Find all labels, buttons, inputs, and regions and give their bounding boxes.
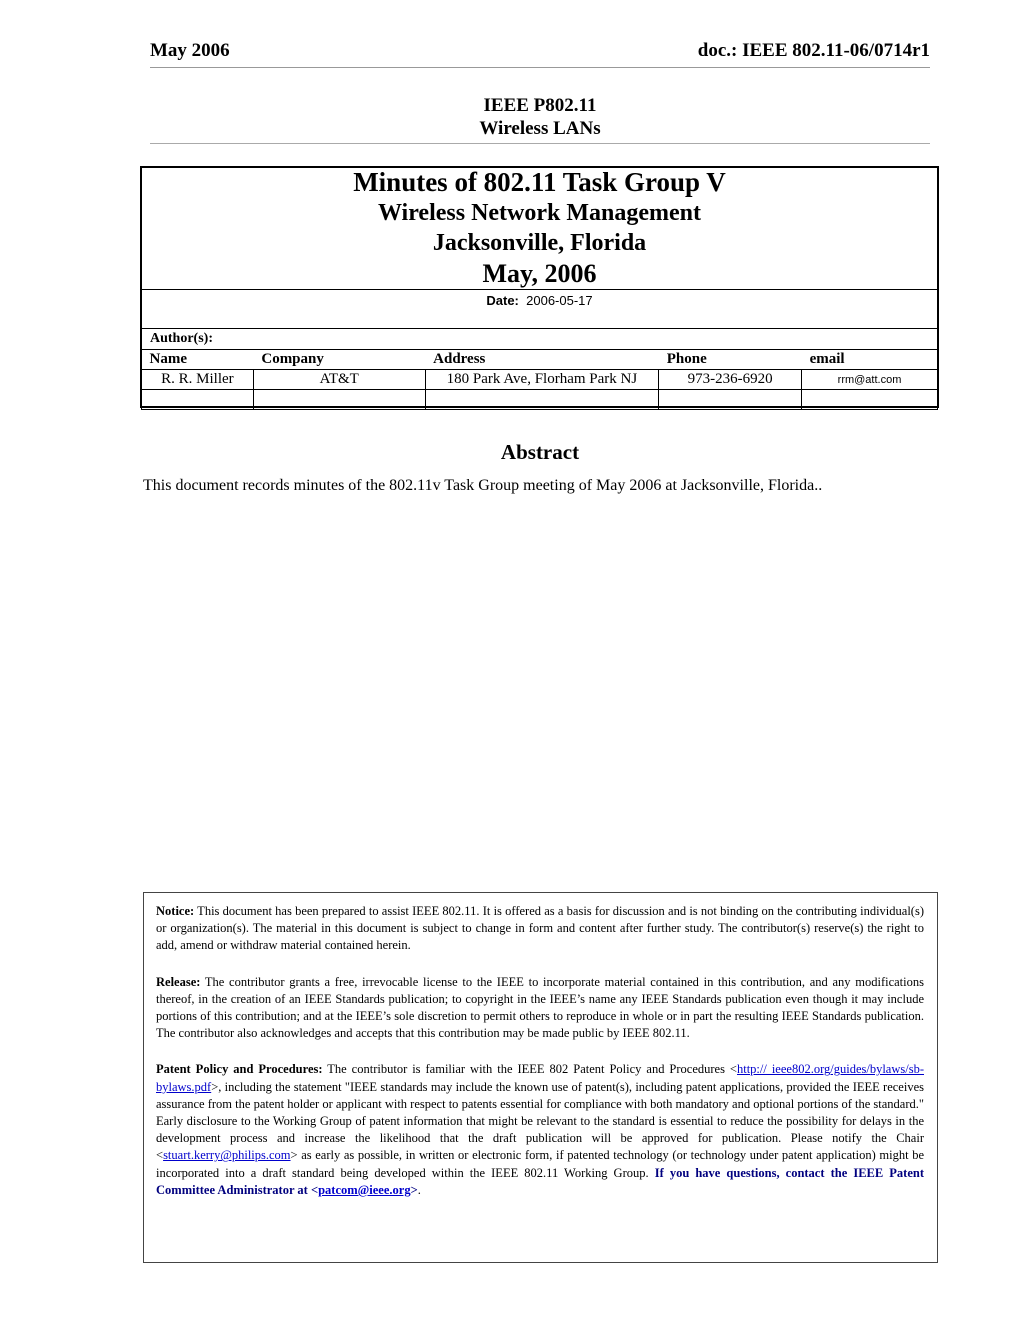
- release-paragraph: [156, 974, 924, 1043]
- standard-line-1: IEEE P802.11: [483, 95, 597, 116]
- col-phone: Phone: [659, 350, 802, 370]
- authors-table: [141, 349, 938, 410]
- notice-content: [156, 903, 924, 1218]
- col-email: email: [802, 350, 938, 370]
- empty-cell: [253, 390, 425, 410]
- title-line-2: Wireless Network Management: [377, 200, 702, 226]
- author-phone: 973-236-6920: [659, 370, 802, 390]
- abstract-heading: Abstract: [500, 440, 580, 464]
- empty-cell: [659, 390, 802, 410]
- author-address: 180 Park Ave, Florham Park NJ: [425, 370, 659, 390]
- empty-cell: [425, 390, 659, 410]
- patent-label: Patent Policy and Procedures:: [156, 1062, 323, 1077]
- empty-cell: [142, 390, 254, 410]
- standard-line-2: Wireless LANs: [479, 118, 601, 139]
- header-date: May 2006: [150, 40, 230, 61]
- patcom-email-link[interactable]: patcom@ieee.org: [318, 1182, 411, 1197]
- release-label: Release:: [156, 974, 201, 989]
- col-address: Address: [425, 350, 659, 370]
- final-period: .: [417, 1182, 421, 1197]
- patent-text-1: The contributor is familiar with the IEEE 802 Patent Policy and Procedures <: [322, 1062, 737, 1077]
- abstract-text: This document records minutes of the 802.11v Task Group meeting of May 2006 at Jacksonville, Florida..: [143, 477, 823, 494]
- author-email: rrm@att.com: [802, 370, 938, 390]
- date-line: [141, 293, 938, 308]
- document-title: [141, 167, 938, 290]
- title-line-3: Jacksonville, Florida: [432, 230, 647, 256]
- header-rule: [150, 67, 930, 68]
- title-divider: [141, 289, 938, 290]
- notice-text: This document has been prepared to assist IEEE 802.11. It is offered as a basis for discussion and is not binding on the contributing individual(s) or organization(s). The material in this document is subject to change in form and content after further study. The contributor(s) reserve(s) the right to add, amend or withdraw material contained herein.: [156, 904, 924, 953]
- authors-label: Author(s):: [150, 331, 213, 346]
- patent-text-2: >, including the statement "IEEE standards may include the known use of patent(s), including patent applications, provided the IEEE receives assurance from the patent holder or applicant with respect to patents essential for compliance with both mandatory and optional portions of the standard." Early disclosure to the Working Group of patent information that might be relevant to the standard is essential to reduce the possibility for delays in the development process and increase the likelihood that the draft publication will be approved for publication. Please notify the Chair <: [156, 1079, 924, 1163]
- date-value: 2006-05-17: [526, 293, 593, 308]
- date-divider: [141, 328, 938, 329]
- contact-text: If you have questions, contact the IEEE Patent Committee Administrator at <: [156, 1165, 925, 1197]
- release-text: The contributor grants a free, irrevocable license to the IEEE to incorporate material contained in this contribution, and any modifications thereof, in the creation of an IEEE Standards publication; to copyright in the IEEE’s name any IEEE Standards publication even though it may include portions of this contribution; and at the IEEE’s sole discretion to permit others to reproduce in whole or in part the resulting IEEE Standards publication. The contributor also acknowledges and accepts that this contribution may be made public by IEEE 802.11.: [156, 974, 924, 1041]
- notice-paragraph: [156, 903, 924, 955]
- title-line-4: May, 2006: [482, 259, 597, 288]
- patent-paragraph: [156, 1061, 924, 1199]
- notice-label: Notice:: [156, 904, 195, 918]
- bylaws-link[interactable]: http:// ieee802.org/guides/bylaws/sb-bylaws.pdf: [156, 1062, 924, 1094]
- table-row: [142, 370, 938, 390]
- header-doc-id: doc.: IEEE 802.11-06/0714r1: [697, 40, 930, 61]
- chair-email-link[interactable]: stuart.kerry@philips.com: [163, 1148, 291, 1163]
- table-row-empty: [142, 390, 938, 410]
- standard-title: [150, 94, 930, 140]
- author-name: R. R. Miller: [142, 370, 254, 390]
- author-company: AT&T: [253, 370, 425, 390]
- empty-cell: [802, 390, 938, 410]
- contact-end: >: [410, 1182, 418, 1197]
- col-company: Company: [253, 350, 425, 370]
- col-name: Name: [142, 350, 254, 370]
- authors-header-row: [142, 350, 938, 370]
- title-line-1: Minutes of 802.11 Task Group V: [353, 167, 726, 197]
- date-label: Date:: [486, 293, 519, 308]
- standard-rule: [150, 143, 930, 144]
- patent-text-3: > as early as possible, in written or electronic form, if patented technology (or technology under patent application) might be incorporated into a draft standard being developed within the IEEE 802.11 Working Group.: [156, 1148, 924, 1180]
